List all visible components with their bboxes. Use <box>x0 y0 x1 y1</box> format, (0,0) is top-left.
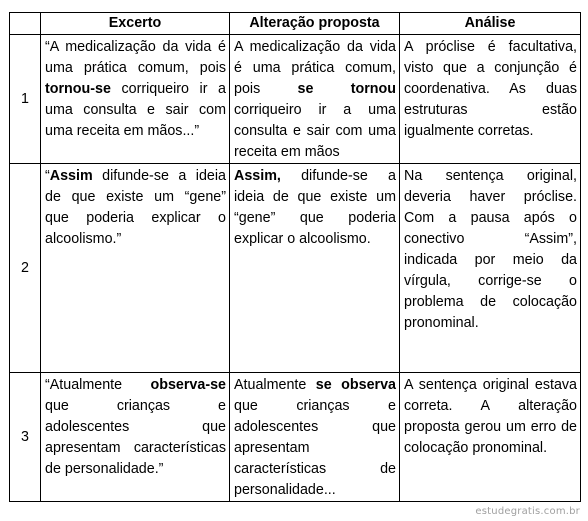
alteracao-text: A medicalização da vida é uma prática comum, pois <box>234 39 396 97</box>
analise-text: A sentença original estava correta. A alteração proposta gerou um erro de colocação pronominal. <box>404 377 577 456</box>
header-row <box>10 13 581 35</box>
analise-cell <box>400 35 581 164</box>
header-num <box>10 13 41 35</box>
alteracao-cell <box>230 373 400 502</box>
alteracao-highlight: se tornou <box>297 81 396 97</box>
excerto-text: “A medicalização da vida é uma prática comum, pois <box>45 39 226 76</box>
header-analise: Análise <box>400 13 581 35</box>
watermark: estudegratis.com.br <box>475 506 580 517</box>
excerto-text: “ <box>45 168 50 184</box>
analise-text: Na sentença original, deveria haver próclise. Com a pausa após o conectivo “Assim”, indicada por meio da vírgula, corrige-se o problema de colocação pronominal. <box>404 168 577 331</box>
analysis-table <box>9 12 581 502</box>
header-excerto: Excerto <box>41 13 230 35</box>
alteracao-text: corriqueiro ir a uma consulta e sair com uma receita em mãos <box>234 102 396 160</box>
table-row <box>10 373 581 502</box>
excerto-cell <box>41 373 230 502</box>
alteracao-text: Atualmente <box>234 377 316 393</box>
table-row <box>10 35 581 164</box>
excerto-highlight: observa-se <box>150 377 226 393</box>
analise-cell <box>400 164 581 373</box>
table-row <box>10 164 581 373</box>
excerto-text: que crianças e adolescentes que apresentam características de personalidade.” <box>45 398 226 477</box>
excerto-highlight: tornou-se <box>45 81 111 97</box>
alteracao-highlight: Assim, <box>234 168 281 184</box>
row-number: 2 <box>10 164 41 373</box>
excerto-text: corriqueiro ir a uma consulta e sair com uma receita em mãos...” <box>45 81 226 139</box>
excerto-text: “Atualmente <box>45 377 151 393</box>
analise-text: A próclise é facultativa, visto que a conjunção é coordenativa. As duas estruturas estão igualmente corretas. <box>404 39 577 139</box>
alteracao-text: difunde-se a ideia de que existe um “gene” que poderia explicar o alcoolismo. <box>234 168 396 247</box>
header-alteracao: Alteração proposta <box>230 13 400 35</box>
excerto-cell <box>41 35 230 164</box>
alteracao-highlight: se observa <box>315 377 396 393</box>
excerto-cell <box>41 164 230 373</box>
alteracao-cell <box>230 35 400 164</box>
excerto-highlight: Assim <box>49 168 93 184</box>
excerto-text: difunde-se a ideia de que existe um “gene” que poderia explicar o alcoolismo.” <box>45 168 226 247</box>
alteracao-text: que crianças e adolescentes que apresentam características de personalidade... <box>234 398 396 498</box>
analise-cell <box>400 373 581 502</box>
row-number: 3 <box>10 373 41 502</box>
row-number: 1 <box>10 35 41 164</box>
alteracao-cell <box>230 164 400 373</box>
